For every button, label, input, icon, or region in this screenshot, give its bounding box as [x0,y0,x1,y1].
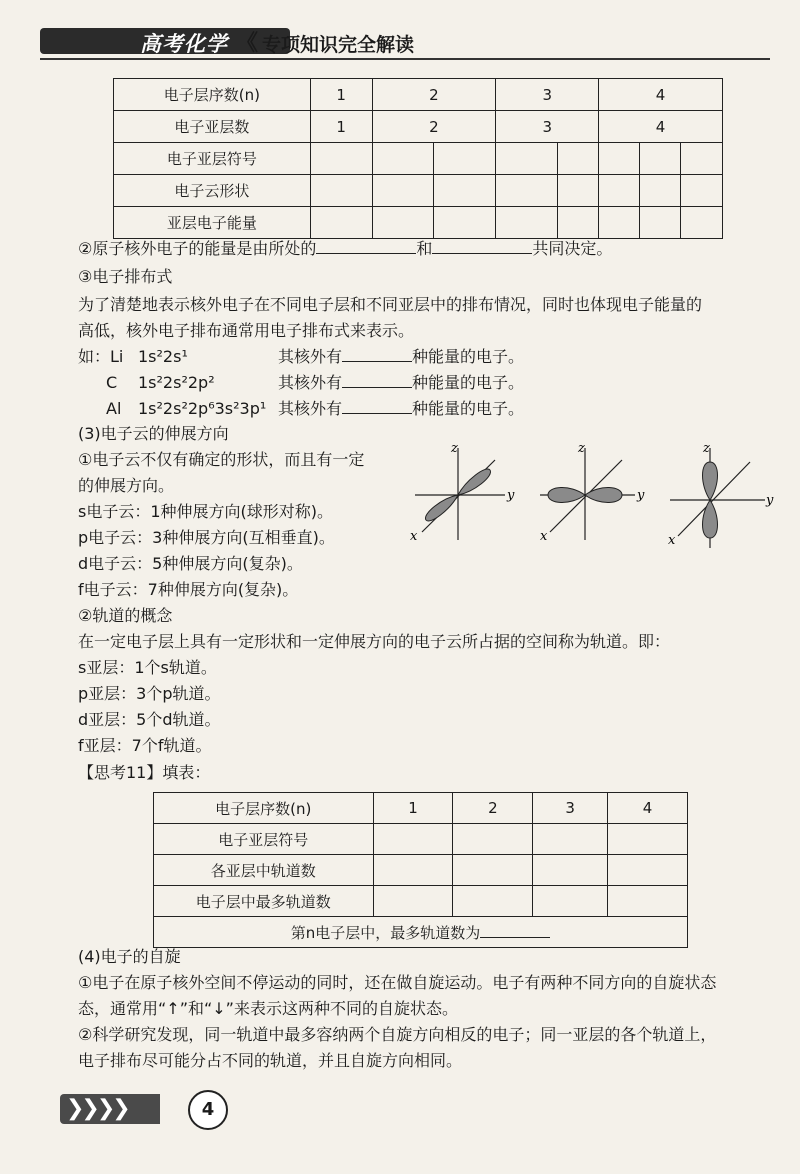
axis-label-z: z [451,441,458,456]
text-span: 其核外有 [278,399,343,418]
table-cell [496,143,558,175]
table-cell [608,824,688,855]
table-cell: 1 [310,79,372,111]
double-chevron-icon: ❯❯❯❯ [66,1096,128,1121]
example-line [78,371,524,394]
table-cell [640,143,681,175]
table-cell: 3 [496,79,599,111]
row-header: 各亚层中轨道数 [154,855,374,886]
example-line [78,397,524,420]
table-row [154,855,688,886]
table-cell [373,855,453,886]
fill-blank[interactable] [480,921,550,938]
page-footer [60,1088,215,1128]
fill-blank[interactable] [342,397,412,414]
table-cell: 4 [599,111,723,143]
book-title: 高考化学 [140,32,228,56]
paragraph-line: ①电子在原子核外空间不停运动的同时，还在做自旋运动。电子有两种不同方向的自旋状态 [78,973,717,992]
chevron-icon: 《 [236,31,259,56]
fill-blank[interactable] [342,345,412,362]
example-line [78,345,524,368]
text-span: 和 [416,239,433,258]
paragraph-line: p亚层：3个p轨道。 [78,684,221,703]
table-cell [681,143,723,175]
table-cell: 1 [310,111,372,143]
table-cell [533,886,608,917]
table-row [114,175,723,207]
table-cell [372,175,434,207]
table-cell [496,207,558,239]
paragraph-line: d电子云：5种伸展方向(复杂)。 [78,554,303,573]
table-footer-cell [154,917,688,948]
subshell-table [113,78,723,239]
paragraph-line: f亚层：7个f轨道。 [78,736,212,755]
axis-label-x: x [540,529,548,544]
row-header: 电子层中最多轨道数 [154,886,374,917]
table-cell [496,175,558,207]
table-cell [533,824,608,855]
energy-determinants-line [78,237,612,260]
table-cell [640,175,681,207]
paragraph-line: ②科学研究发现，同一轨道中最多容纳两个自旋方向相反的电子；同一亚层的各个轨道上， [78,1025,717,1044]
electron-config: 1s²2s²2p² [138,373,215,392]
section-heading: (4)电子的自旋 [78,947,181,966]
text-span: 种能量的电子。 [412,399,525,418]
table-cell: 2 [372,79,496,111]
electron-config: 1s²2s¹ [138,347,188,366]
axis-label-y: y [637,488,645,503]
table-cell [533,855,608,886]
element-label: C [106,373,118,392]
paragraph-line: 在一定电子层上具有一定形状和一定伸展方向的电子云所占据的空间称为轨道。即： [78,632,671,651]
table-cell: 2 [372,111,496,143]
table-row [114,111,723,143]
paragraph-line: 的伸展方向。 [78,476,175,495]
text-span: 其核外有 [278,373,343,392]
table-cell: 2 [453,793,533,824]
p-orbital-diagram [400,440,780,550]
text-span: 种能量的电子。 [412,347,525,366]
table-cell [599,175,640,207]
table-row [154,917,688,948]
table-cell [558,143,599,175]
page-number: 4 [188,1090,228,1130]
table-cell [453,886,533,917]
paragraph-line: 态，通常用“↑”和“↓”来表示这两种不同的自旋状态。 [78,999,458,1018]
table-cell: 3 [496,111,599,143]
page-header [0,0,800,70]
orbital-count-table [153,792,688,948]
text-span: 种能量的电子。 [412,373,525,392]
section-heading: ②轨道的概念 [78,606,173,625]
table-cell [434,143,496,175]
table-footer-text: 第n电子层中，最多轨道数为 [290,924,481,942]
table-cell [558,207,599,239]
paragraph-line: 为了清楚地表示核外电子在不同电子层和不同亚层中的排布情况，同时也体现电子能量的 [78,295,703,314]
paragraph-line: d亚层：5个d轨道。 [78,710,221,729]
section-heading: (3)电子云的伸展方向 [78,424,229,443]
table-cell: 4 [608,793,688,824]
row-header: 电子云形状 [114,175,311,207]
fill-blank[interactable] [316,237,416,254]
section-heading: 【思考11】填表： [78,763,211,782]
text-span: 共同决定。 [532,239,613,258]
table-row [154,886,688,917]
book-subtitle: 专项知识完全解读 [262,34,415,56]
table-cell [372,207,434,239]
table-row [114,79,723,111]
table-cell [608,886,688,917]
table-cell: 3 [533,793,608,824]
table-row [154,793,688,824]
px-orbital-figure [410,441,515,544]
table-row [154,824,688,855]
axis-label-z: z [578,441,585,456]
row-header: 亚层电子能量 [114,207,311,239]
table-cell [453,824,533,855]
header-rule [40,58,770,60]
table-cell [558,175,599,207]
row-header: 电子亚层符号 [154,824,374,855]
py-orbital-figure [540,441,645,544]
table-cell [372,143,434,175]
table-cell [640,207,681,239]
paragraph-line: p电子云：3种伸展方向(互相垂直)。 [78,528,335,547]
electron-config: 1s²2s²2p⁶3s²3p¹ [138,399,267,418]
fill-blank[interactable] [342,371,412,388]
table-cell [434,175,496,207]
row-header: 电子亚层数 [114,111,311,143]
paragraph-line: 高低，核外电子排布通常用电子排布式来表示。 [78,321,415,340]
text-span: 其核外有 [278,347,343,366]
table-cell: 1 [373,793,453,824]
table-cell [599,143,640,175]
table-cell [373,824,453,855]
paragraph-line: s电子云：1种伸展方向(球形对称)。 [78,502,334,521]
table-row [114,143,723,175]
table-cell [310,207,372,239]
row-header: 电子层序数(n) [114,79,311,111]
table-cell [681,175,723,207]
paragraph-line: f电子云：7种伸展方向(复杂)。 [78,580,299,599]
table-cell [310,175,372,207]
table-row [114,207,723,239]
fill-blank[interactable] [432,237,532,254]
element-label: 如：Li [78,347,124,366]
pz-orbital-figure [668,441,774,548]
axis-label-y: y [766,493,774,508]
table-cell [434,207,496,239]
axis-label-y: y [507,488,515,503]
text-span: ②原子核外电子的能量是由所处的 [78,239,317,258]
table-cell [310,143,372,175]
table-cell [681,207,723,239]
row-header: 电子亚层符号 [114,143,311,175]
row-header: 电子层序数(n) [154,793,374,824]
table-cell [599,207,640,239]
table-cell [373,886,453,917]
axis-label-z: z [703,441,710,456]
element-label: Al [106,399,122,418]
paragraph-line: s亚层：1个s轨道。 [78,658,217,677]
axis-label-x: x [668,533,676,548]
paragraph-line: 电子排布尽可能分占不同的轨道，并且自旋方向相同。 [78,1051,463,1070]
axis-label-x: x [410,529,418,544]
table-cell [608,855,688,886]
section-heading: ③电子排布式 [78,267,173,286]
table-cell [453,855,533,886]
paragraph-line: ①电子云不仅有确定的形状，而且有一定 [78,450,365,469]
table-cell: 4 [599,79,723,111]
